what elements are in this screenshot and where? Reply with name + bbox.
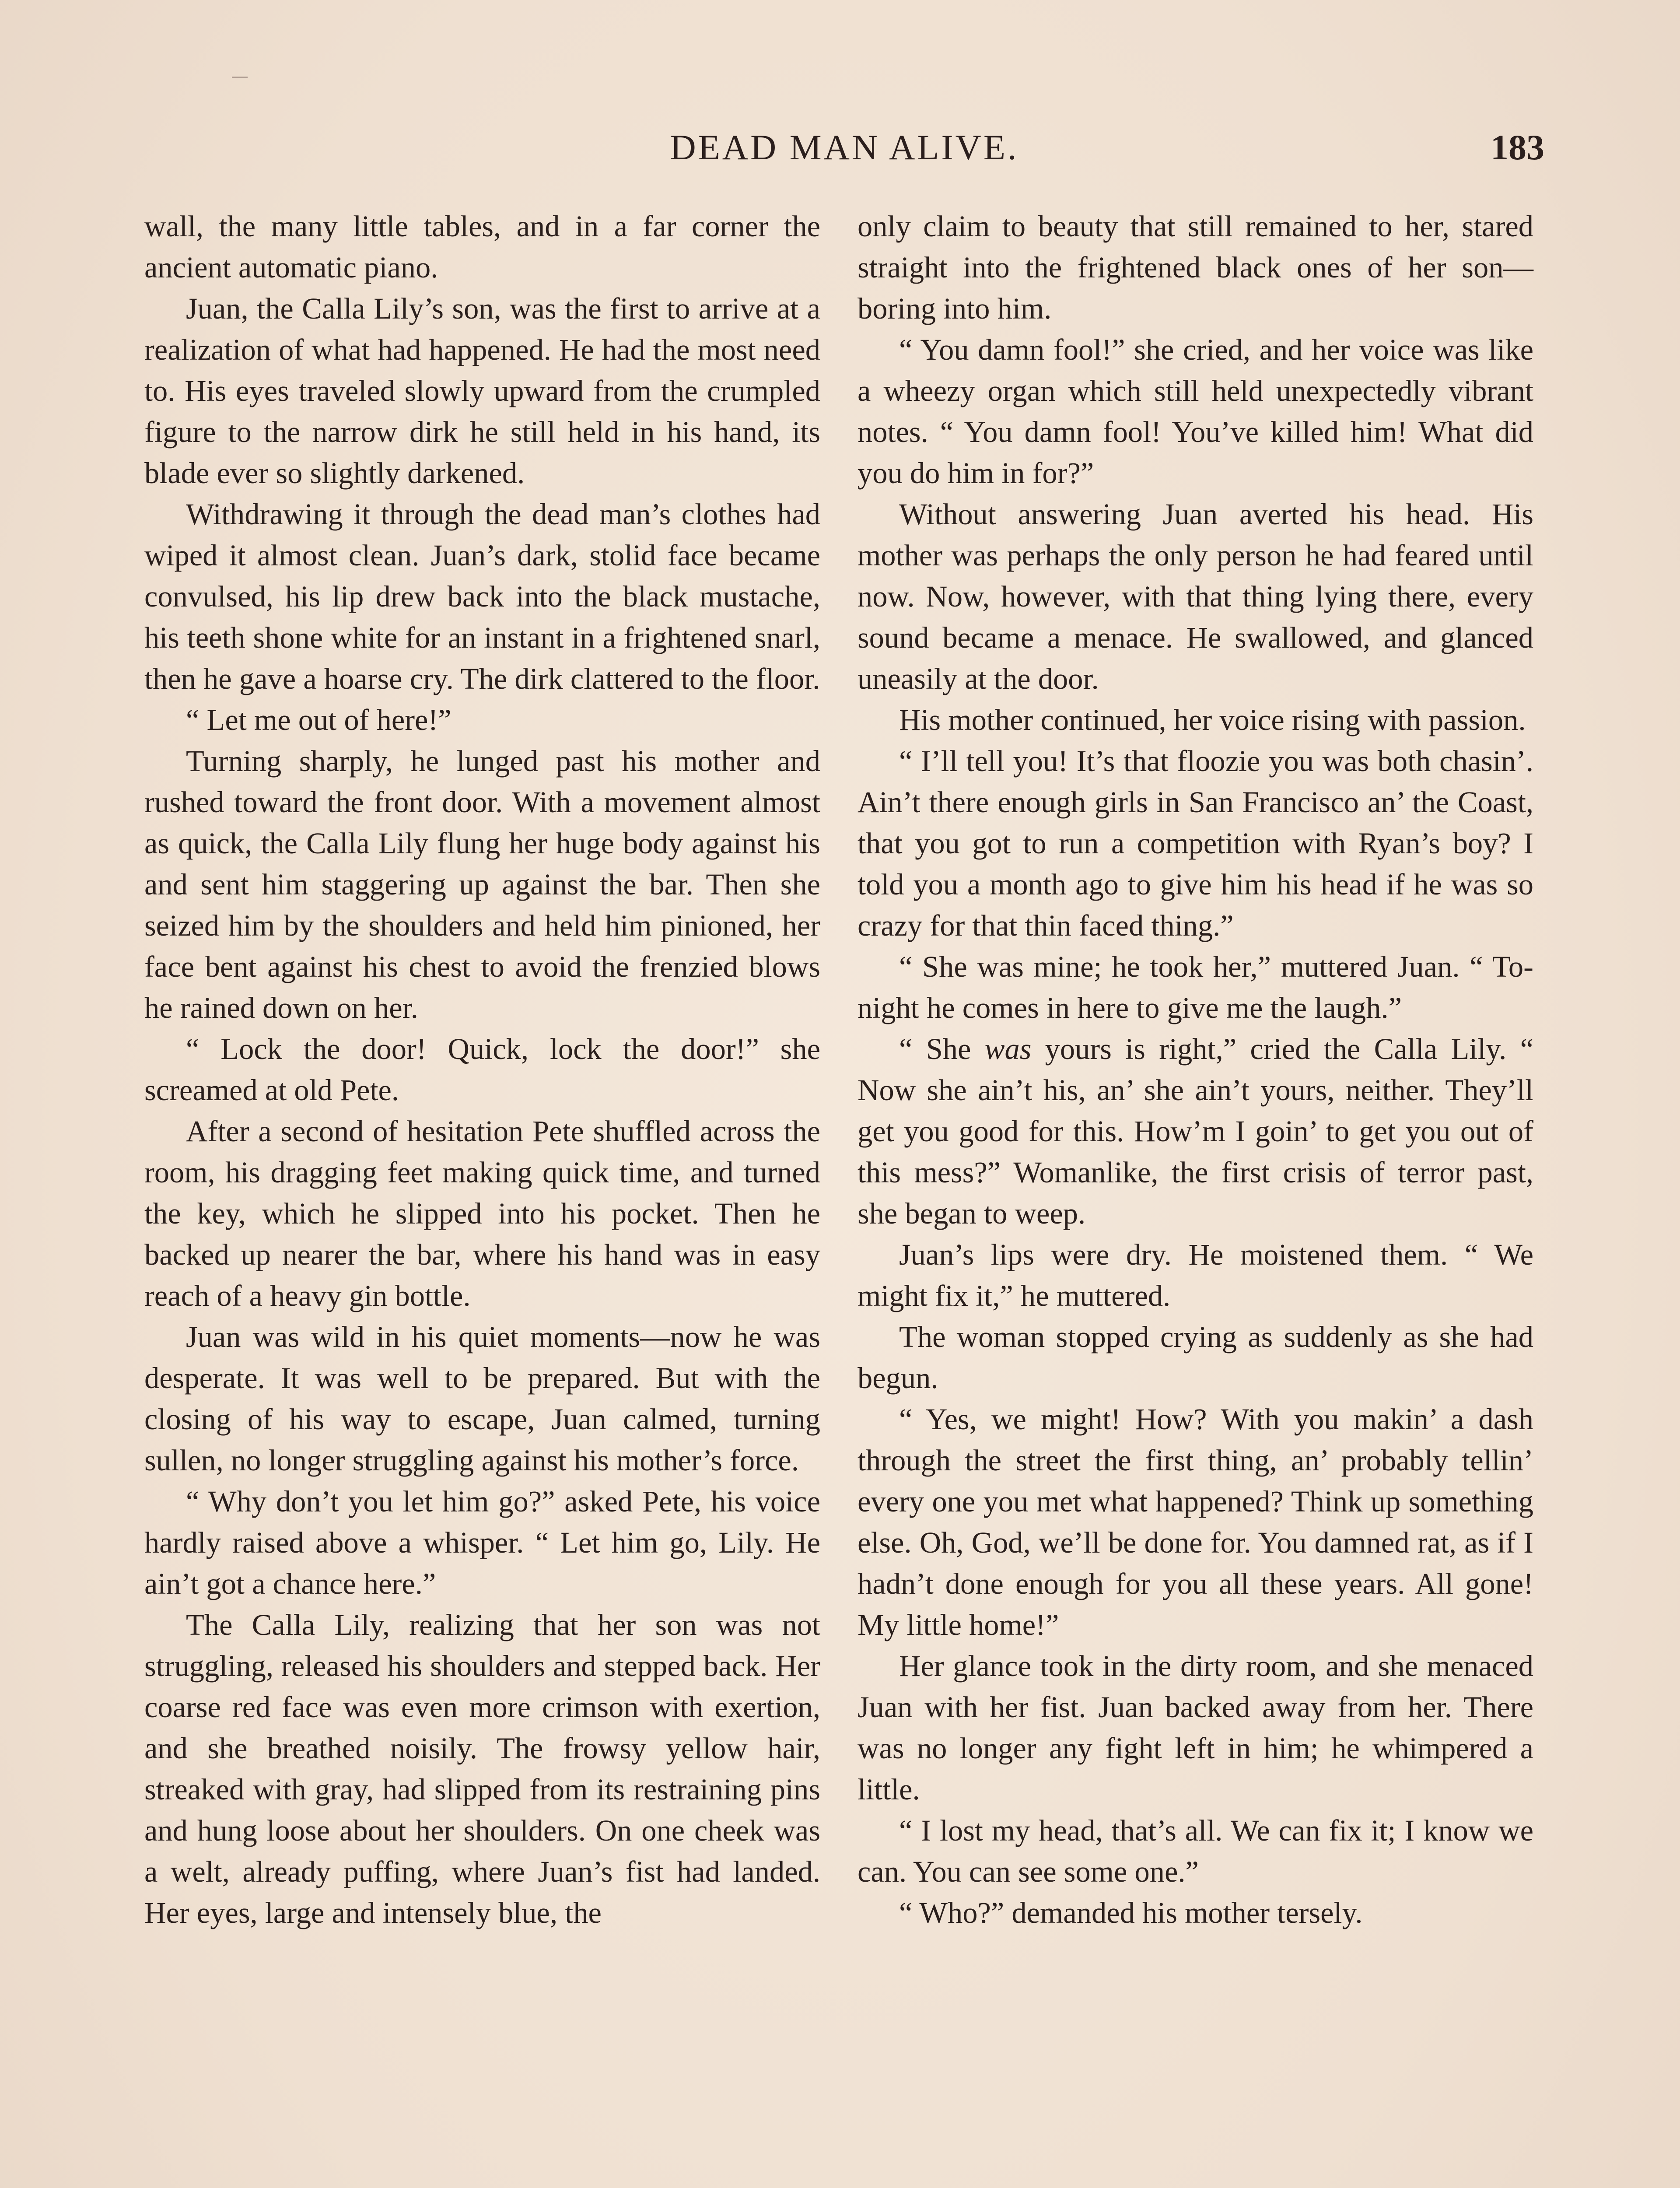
paragraph: Juan, the Calla Lily’s son, was the first to arrive at a realization of what had happened. He had the most need to. His eyes traveled slowly upward from the crumpled figure to the narrow dirk he still held in his hand, its blade ever so slightly darkened. xyxy=(144,292,820,490)
paragraph: “ Why don’t you let him go?” asked Pete, his voice hardly raised above a whisper. “ Let him go, Lily. He ain’t got a chance here.” xyxy=(144,1485,820,1600)
emphasized-word: was xyxy=(984,1032,1032,1066)
paragraph: “ Let me out of here!” xyxy=(186,703,452,736)
right-column xyxy=(858,206,1533,1933)
paragraph-with-emphasis xyxy=(858,1028,1533,1234)
paragraph: Juan’s lips were dry. He moistened them. “ We might fix it,” he muttered. xyxy=(858,1238,1533,1312)
paragraph: wall, the many little tables, and in a far corner the ancient automatic piano. xyxy=(144,210,820,284)
paragraph: Her glance took in the dirty room, and she menaced Juan with her fist. Juan backed away from her. There was no longer any fight left in him; he whimpered a little. xyxy=(858,1649,1533,1806)
running-title: DEAD MAN ALIVE. xyxy=(670,127,1019,167)
paragraph: “ I’ll tell you! It’s that floozie you was both chasin’. Ain’t there enough girls in San Francisco an’ the Coast, that you got to run a competition with Ryan’s boy? I told you a month ago to give him his head if he was so crazy for that thin faced thing.” xyxy=(858,744,1533,942)
paragraph: Without answering Juan averted his head. His mother was perhaps the only person he had feared until now. Now, however, with that thing lying there, every sound became a menace. He swallowed, and glanced uneasily at the door. xyxy=(858,498,1533,695)
page-header xyxy=(144,127,1544,179)
paragraph: “ Who?” demanded his mother tersely. xyxy=(899,1896,1363,1929)
paragraph: Juan was wild in his quiet moments—now he was desperate. It was well to be prepared. But with the closing of his way to escape, Juan calmed, turning sullen, no longer struggling against his mother’s force. xyxy=(144,1320,820,1477)
text-span: “ She xyxy=(899,1032,985,1066)
page-number: 183 xyxy=(1491,127,1544,167)
paragraph: “ I lost my head, that’s all. We can fix it; I know we can. You can see some one.” xyxy=(858,1814,1533,1888)
paragraph: “ She was mine; he took her,” muttered Juan. “ To-night he comes in here to give me the laugh.” xyxy=(858,950,1533,1024)
paragraph: only claim to beauty that still remained to her, stared straight into the frightened black ones of her son—boring into him. xyxy=(858,210,1533,325)
paragraph: After a second of hesitation Pete shuffled across the room, his dragging feet making quick time, and turned the key, which he slipped into his pocket. Then he backed up nearer the bar, where his hand was in easy reach of a heavy gin bottle. xyxy=(144,1115,820,1312)
paragraph: The woman stopped crying as suddenly as she had begun. xyxy=(858,1320,1533,1395)
paragraph: Withdrawing it through the dead man’s clothes had wiped it almost clean. Juan’s dark, stolid face became convulsed, his lip drew back into the black mustache, his teeth shone white for an instant in a frightened snarl, then he gave a hoarse cry. The dirk clattered to the floor. xyxy=(144,498,820,695)
paragraph: “ You damn fool!” she cried, and her voice was like a wheezy organ which still held unexpectedly vibrant notes. “ You damn fool! You’ve killed him! What did you do him in for?” xyxy=(858,333,1533,490)
paragraph: “ Lock the door! Quick, lock the door!” she screamed at old Pete. xyxy=(144,1032,820,1107)
print-smudge xyxy=(232,77,248,78)
left-column xyxy=(144,206,820,1933)
paragraph: Turning sharply, he lunged past his mother and rushed toward the front door. With a movement almost as quick, the Calla Lily flung her huge body against his and sent him staggering up against the bar. Then she seized him by the shoulders and held him pinioned, her face bent against his chest to avoid the frenzied blows he rained down on her. xyxy=(144,744,820,1024)
paragraph: The Calla Lily, realizing that her son was not struggling, released his shoulders and stepped back. Her coarse red face was even more crimson with exertion, and she breathed noisily. The frowsy yellow hair, streaked with gray, had slipped from its restraining pins and hung loose about her shoulders. On one cheek was a welt, already puffing, where Juan’s fist had landed. Her eyes, large and intensely blue, the xyxy=(144,1608,820,1929)
paragraph: His mother continued, her voice rising with passion. xyxy=(899,703,1526,736)
text-span: yours is right,” cried the Calla Lily. “ Now she ain’t his, an’ she ain’t yours, neither. They’ll get you good for this. How’m I goin’ to get you out of this mess?” Womanlike, the first crisis of terror past, she began to weep. xyxy=(858,1032,1533,1230)
paragraph: “ Yes, we might! How? With you makin’ a dash through the street the first thing, an’ probably tellin’ every one you met what happened? Think up something else. Oh, God, we’ll be done for. You damned rat, as if I hadn’t done enough for you all these years. All gone! My little home!” xyxy=(858,1403,1533,1641)
